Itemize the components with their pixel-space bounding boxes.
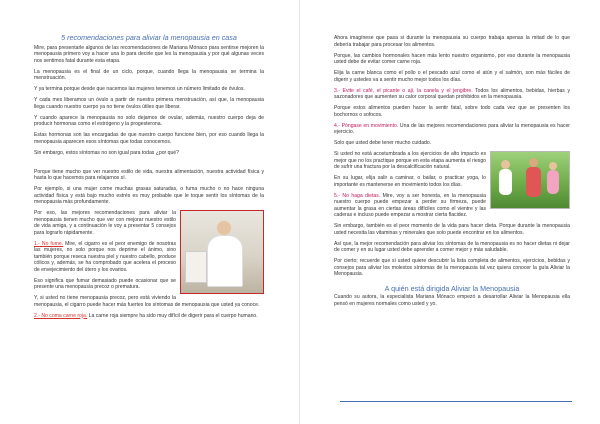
paragraph: Solo que usted debe tener mucho cuidado. — [334, 140, 432, 146]
recommendation-1-label: 1.- No fume. — [34, 240, 64, 247]
paragraph: En su lugar, elija salir a caminar, o bailar, o practicar yoga, lo importante es mantenerse en movimiento todos los días. — [334, 175, 486, 188]
recommendation-4-label: 4.- Póngase en movimiento. — [334, 122, 399, 129]
paragraph: Por eso, las mejores recomendaciones para aliviar la menopausia tienen mucho que ver con mejorar nuestro estilo de vida amiga, y a continuación le voy a presentar 5 consejos para lograrlo rápidamente. — [34, 210, 176, 236]
paragraph: Y cada mes liberamos un óvulo a partir de nuestra primera menstruación, así que, la menopausia llega cuando nuestro cuerpo ya no tiene óvulos útiles que liberar. — [34, 97, 264, 110]
paragraph: Porque, las cambios hormonales hacen más lento nuestro organismo, por eso durante la menopausia usted debe de evitar comer carne roja. — [334, 52, 570, 65]
recommendation-2-text: La carne roja siempre ha sido muy difícil de digerir para el cuerpo humano. — [87, 312, 258, 319]
paragraph: Sin embargo, estos síntomas no son igual para todas ¿por qué? — [34, 149, 179, 156]
paragraph: Sin embargo, también es el peor momento de la vida para hacer dieta. Porque durante la menopausia usted necesita las vitaminas y minerales que solo puede encontrar en los alimentos. — [334, 223, 570, 236]
recommendation-5-label: 5.- No haga dietas. — [334, 192, 381, 199]
paragraph: Por ejemplo, si una mujer come muchas grasas saturadas, o fuma mucho o no hace ninguna actividad física y está bajo mucho estrés es muy probable que le toque sentir los síntomas de la menopausia más profundamente. — [34, 186, 264, 205]
paragraph: Mire, para presentarle algunos de las recomendaciones de Mariana Mónaco para sentirse mejoren la menopausia primero voy a hacer una lo para decirle que les la menopausia y por qué algunas veces nos sentimos fatal durante esta etapa. — [34, 44, 264, 64]
left-title: 5 recomendaciones para aliviar la menopausia en casa — [61, 33, 237, 42]
paragraph: Si usted no está acostumbrada a los ejercicios de alto impacto es mejor que no los practique porque en esta etapa aumenta el riesgo de sufrir una fractura por la descalcificación natural. — [334, 151, 486, 170]
recommendation-4 — [334, 123, 570, 136]
paragraph: Eso significa que fumar demasiado puede ocasionar que se presente una menopausia precoz o prematura. — [34, 277, 176, 290]
recommendation-1-text: Mire, el cigarro es el peor enemigo de nosotras las mujeres, no solo porque nos deprime el ánimo, sino también porque reseca nuestra piel y nuestro cabello, produce cólicos y, además, se ha comprobado que acelera el proceso de envejecimiento del útero y los ovarios. — [34, 240, 176, 273]
paragraph: Ahora imagínese que pasa si durante la menopausia su cuerpo trabaja apenas la mitad de lo que debería trabajar para procesar los alimentos. — [334, 35, 570, 48]
paragraph: Estas hormonas son las encargadas de que nuestro cuerpo funcione bien, por eso cuando llega la menopausia aparecen esos síntomas que todas conocemos. — [34, 132, 264, 145]
right-section-title: A quién está dirigida Aliviar la Menopausia — [384, 283, 520, 293]
recommendation-2 — [34, 313, 264, 320]
paragraph: La menopausia es el final de un ciclo, porque, cuando llega la menopausia se termina la menstruación. — [34, 68, 264, 81]
paragraph: Elija la carne blanca como el pollo o el pescado azul como el atún y el salmón, son más fáciles de digerir y ustedes va a sentir mucho mejor todos los días. — [334, 70, 570, 83]
recommendation-3-label: 3.- Evite el café, el picante o ají, la canela y el jengibre. — [334, 87, 473, 94]
exercise-photo — [490, 151, 570, 209]
recommendation-2-label: 2.- No coma carne roja. — [34, 312, 88, 319]
paragraph: Y cuando aparece la menopausia no solo dejamos de ovular, además, nuestro cuerpo deja de producir hormonas como el estrógeno y la progesterona. — [34, 114, 264, 127]
paragraph: Porque estos alimentos pueden hacer la sentir fatal, sobre todo cada vez que se presenten los bochornos o sofocos. — [334, 105, 570, 118]
recommendation-5-text: Mire, voy a ser honesta, en la menopausia nuestro cuerpo puede empezar a perder su firmeza, puede aumentar la grasa en ciertas áreas difíciles como el vientre y las caderas e incluso puede empezar a mostrar cierta flacidez. — [334, 192, 487, 218]
right-column — [334, 35, 570, 312]
recommendation-3-text: Todos los alimentos, bebidas, hierbas y sazonadores que aumenten su calor corporal quedan prohibidos en la menopausia. — [334, 87, 570, 100]
paragraph: Porque tiene mucho que ver nuestro estilo de vida, nuestra alimentación, nuestra actividad física y hasta lo que hacemos para relajarnos sí. — [34, 168, 264, 181]
paragraph: Y, si usted no tiene menopausia precoz, pero está viviendo la menopausia, el cigarro puede hacer más fuertes los síntomas de menopausia que usted ya conoce. — [34, 295, 260, 308]
left-column — [34, 35, 264, 324]
recommendation-3 — [334, 88, 570, 101]
paragraph: Cuando su autora, la especialista Mariana Mónaco empezó a desarrollar Aliviar la Menopausia ella pensó en mujeres normales como usted y yo. — [334, 294, 570, 307]
right-page — [300, 0, 600, 424]
paragraph: Por cierto; recuerde que si usted quiere descubrir la lista completa de alimentos, ejercicios, bebidas y consejos para aliviar los molestos síntomas de la menopausia tal vez quiera conocer la guía Aliviar la Menopausia. — [334, 258, 570, 277]
paragraph: Así que, la mejor recomendación para aliviar los síntomas de la menopausia es no hacer dietas ni dejar de comer y en su lugar usted debe aprender a comer mejor y más saludable. — [334, 240, 570, 253]
paragraph: Y ya termina porque desde que nacemos las mujeres tenemos un número limitado de óvulos. — [34, 86, 245, 92]
woman-doctor-photo — [180, 210, 264, 294]
recommendation-4-text: Una de las mejores recomendaciones para aliviar la menopausia es hacer ejercicio. — [334, 122, 570, 135]
section-divider — [340, 401, 572, 402]
